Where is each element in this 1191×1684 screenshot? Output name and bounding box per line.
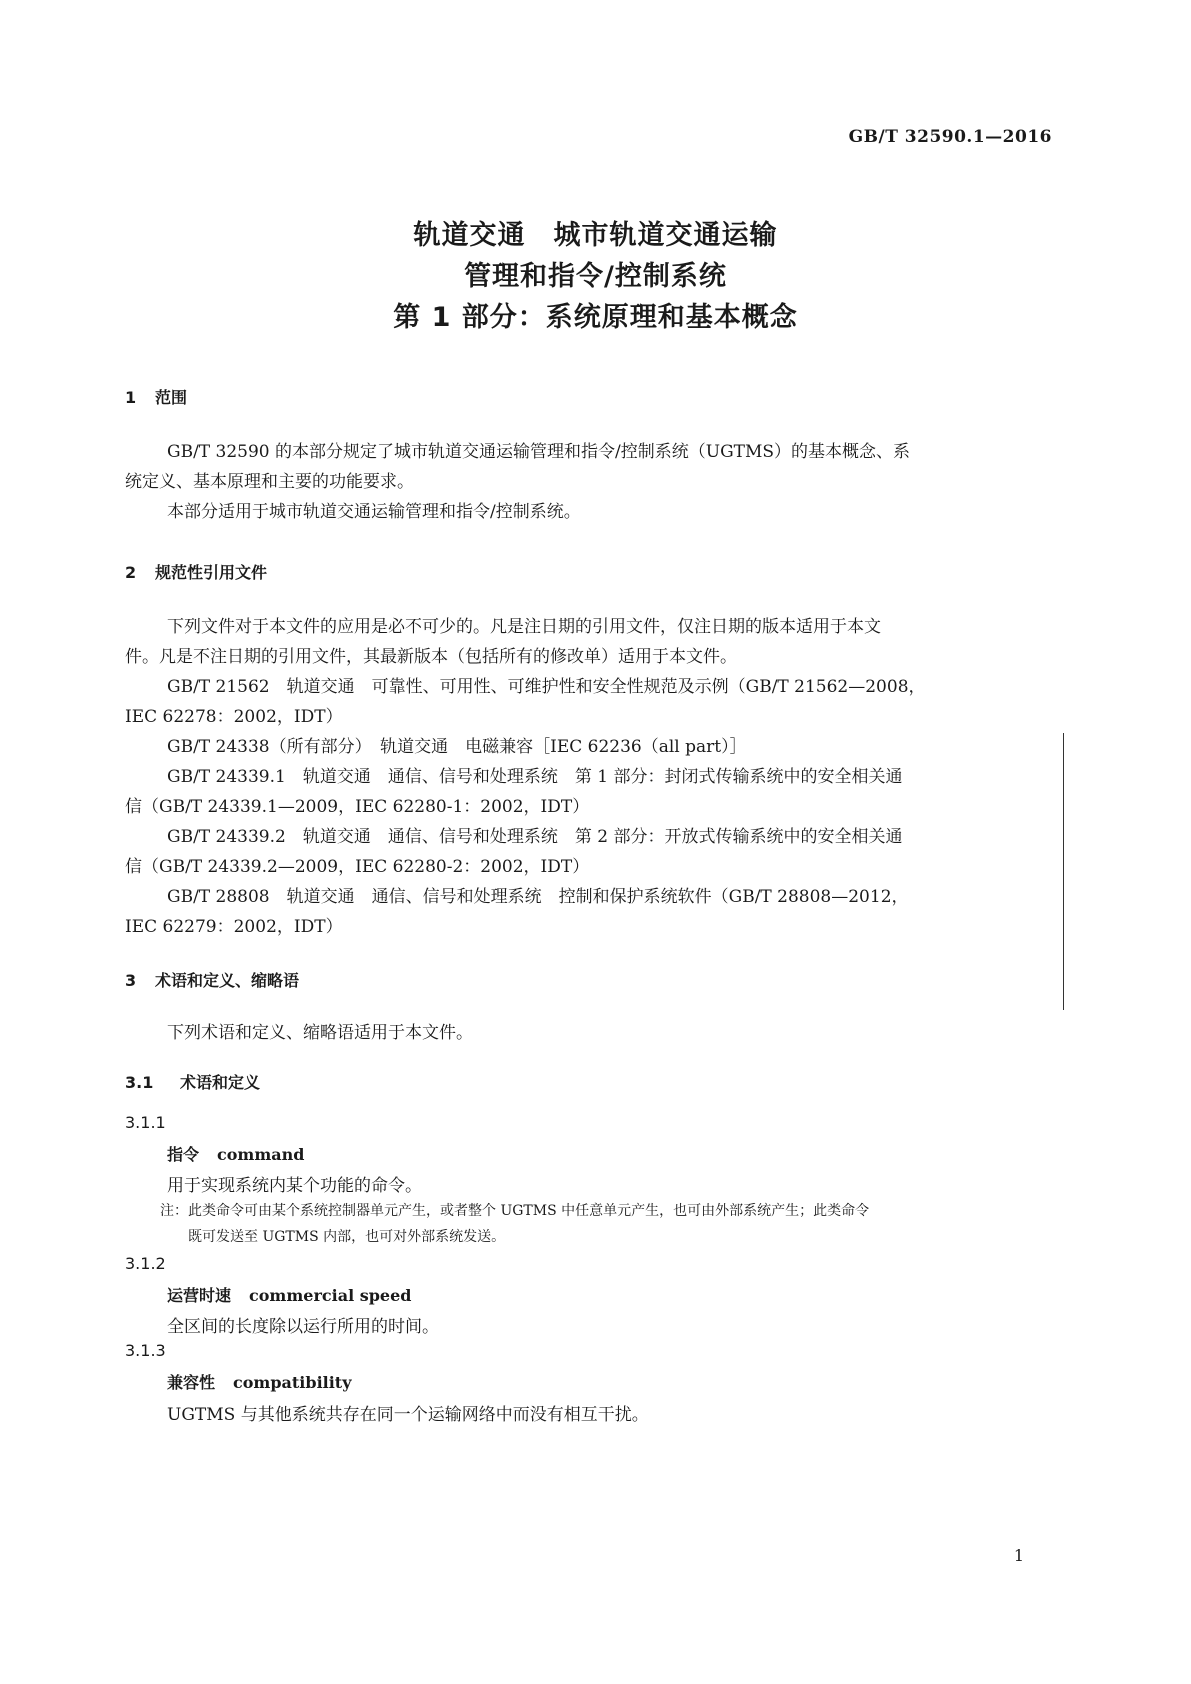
title-line-1: 轨道交通 城市轨道交通运输: [413, 220, 778, 251]
term-en: command: [217, 1145, 305, 1164]
section-number: 2: [125, 563, 137, 582]
subsection-3-1-heading: [125, 1070, 260, 1093]
note-line: 既可发送至 UGTMS 内部，也可对外部系统发送。: [188, 1229, 506, 1245]
term-en: commercial speed: [249, 1286, 412, 1305]
text-line: 统定义、基本原理和主要的功能要求。: [125, 472, 414, 492]
reference-line: 信（GB/T 24339.2—2009，IEC 62280-2：2002，IDT）: [125, 857, 590, 877]
term-zh: 指令: [167, 1145, 200, 1164]
text-line: 件。凡是不注日期的引用文件，其最新版本（包括所有的修改单）适用于本文件。: [125, 647, 737, 667]
section-number: 3: [125, 971, 137, 990]
section-title: 规范性引用文件: [155, 563, 268, 582]
reference-list: [125, 672, 1052, 942]
term-heading: [167, 1283, 411, 1306]
term-heading: [167, 1142, 304, 1165]
reference-line: 信（GB/T 24339.1—2009，IEC 62280-1：2002，IDT）: [125, 797, 590, 817]
section-2-intro: [125, 612, 1052, 672]
term-number: 3.1.2: [125, 1254, 166, 1273]
term-zh: 兼容性: [167, 1373, 216, 1392]
term-number: 3.1.1: [125, 1113, 166, 1132]
reference-line: GB/T 24338（所有部分） 轨道交通 电磁兼容［IEC 62236（all part）］: [167, 737, 747, 757]
reference-line: GB/T 24339.1 轨道交通 通信、信号和处理系统 第 1 部分：封闭式传输系统中的安全相关通: [167, 767, 903, 787]
section-1-heading: [125, 385, 187, 408]
reference-line: GB/T 28808 轨道交通 通信、信号和处理系统 控制和保护系统软件（GB/T 28808—2012，: [167, 887, 909, 907]
term-en: compatibility: [233, 1373, 352, 1392]
text-line: 本部分适用于城市轨道交通运输管理和指令/控制系统。: [167, 502, 581, 522]
section-2-heading: [125, 560, 267, 583]
text-line: GB/T 32590 的本部分规定了城市轨道交通运输管理和指令/控制系统（UGTMS）的基本概念、系: [167, 442, 911, 462]
term-definition: 全区间的长度除以运行所用的时间。: [167, 1317, 439, 1337]
section-1-paragraph-1: [125, 437, 1052, 497]
section-title: 术语和定义: [180, 1073, 261, 1092]
text-line: 下列术语和定义、缩略语适用于本文件。: [167, 1023, 473, 1043]
section-title: 术语和定义、缩略语: [155, 971, 300, 990]
term-number: 3.1.3: [125, 1341, 166, 1360]
term-heading: [167, 1370, 352, 1393]
standard-number: GB/T 32590.1—2016: [848, 127, 1052, 147]
page-number: 1: [1013, 1546, 1024, 1565]
section-3-intro: [125, 1018, 1052, 1048]
term-definition: 用于实现系统内某个功能的命令。: [167, 1176, 422, 1196]
reference-line: GB/T 24339.2 轨道交通 通信、信号和处理系统 第 2 部分：开放式传输系统中的安全相关通: [167, 827, 903, 847]
title-line-3: 第 1 部分：系统原理和基本概念: [393, 302, 798, 333]
change-bar: [1063, 733, 1064, 1010]
text-line: 下列文件对于本文件的应用是必不可少的。凡是注日期的引用文件，仅注日期的版本适用于本文: [167, 617, 881, 637]
title-line-2: 管理和指令/控制系统: [464, 261, 727, 292]
term-zh: 运营时速: [167, 1286, 232, 1305]
section-title: 范围: [155, 388, 188, 407]
term-note: [160, 1198, 869, 1250]
section-3-heading: [125, 968, 299, 991]
section-number: 1: [125, 388, 137, 407]
reference-line: IEC 62278：2002，IDT）: [125, 707, 343, 727]
reference-line: GB/T 21562 轨道交通 可靠性、可用性、可维护性和安全性规范及示例（GB/T 21562—2008，: [167, 677, 926, 697]
note-line: 注：此类命令可由某个系统控制器单元产生，或者整个 UGTMS 中任意单元产生，也可由外部系统产生；此类命令: [160, 1203, 870, 1219]
section-1-paragraph-2: [125, 497, 1052, 527]
section-number: 3.1: [125, 1073, 154, 1092]
term-definition: UGTMS 与其他系统共存在同一个运输网络中而没有相互干扰。: [167, 1405, 649, 1425]
reference-line: IEC 62279：2002，IDT）: [125, 917, 343, 937]
